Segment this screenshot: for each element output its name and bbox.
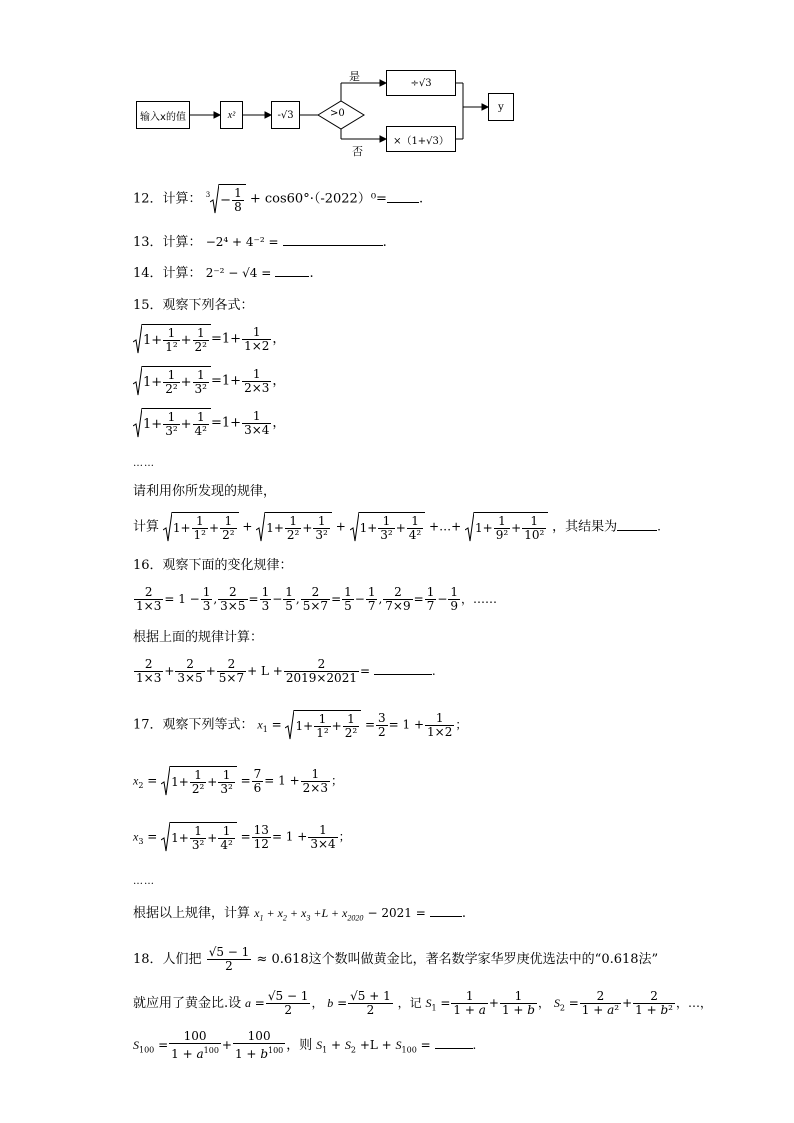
question-17-title: 17．观察下列等式： — [133, 717, 254, 733]
q17-x2-sub: 2 — [138, 780, 144, 790]
q17-row-2-b: 2² — [191, 782, 205, 796]
q18-p5: ， — [537, 996, 550, 1010]
q15-row-2-a: 1 — [143, 375, 152, 390]
q15-instruction: 请利用你所发现的规律， — [133, 484, 277, 499]
q18-p6: ，…， — [675, 996, 712, 1010]
q17-instruction: 根据以上规律，计算 — [133, 906, 251, 921]
question-13 — [133, 234, 387, 251]
flowchart-output-box — [488, 93, 514, 121]
q12-cube-root: − $\frac{1}{8}$ — [210, 184, 246, 214]
q17-row-1-sqrt: 1+ $\frac{1}{\text{1²}}$ + $\frac{1}{\text{2²}}$ — [285, 710, 361, 740]
q15-calc-sqrt-2: 1+ $\frac{1}{\text{2²}}$ + $\frac{1}{\text{3²}}$ — [256, 512, 332, 542]
flowchart-no-label: 否 — [352, 145, 363, 158]
question-15-title: 15．观察下列各式： — [133, 298, 254, 313]
q17-row-3-rhs: 3×4 — [310, 836, 336, 851]
q15-answer-blank[interactable] — [617, 530, 657, 531]
flowchart-square-label: x² — [227, 109, 236, 121]
flowchart-minus-box — [271, 101, 300, 129]
question-17: 17．观察下列等式： $x_1$ = 1+ $\frac{1}{\text{1²}}$ + $\frac{1}{\text{2²}}$ = $\frac{3}{2}$ = 1 + $\frac{1}{1\times 2}$ ； — [133, 710, 468, 740]
q18-p7: ，则 — [286, 1038, 313, 1053]
q13-end: . — [382, 235, 387, 250]
q15-row-1-end: ， — [272, 331, 286, 347]
flowchart-square-box — [220, 101, 243, 129]
q16-pattern: $\frac{2}{1\times 3}$ = 1 − $\frac{1}{3}$ , $\frac{2}{3\times 5}$ = $\frac{1}{3}$ − $\frac{1}{5}$ , $\frac{2}{5\times 7}$ = $\frac{1}{5}$ − $\frac{1}{7}$ , $\frac{2}{7\times 9}$ = $\frac{1}{7}$ − $\frac{1}{9}$ ，…… — [136, 585, 498, 613]
q12-prefix: 12．计算： — [133, 191, 202, 207]
q14-answer-blank[interactable] — [275, 276, 309, 277]
q18-answer-blank[interactable] — [435, 1048, 473, 1049]
q15-row-2-b: 2² — [165, 382, 178, 396]
q17-end: . — [461, 906, 467, 921]
q13-expr: −2⁴ + 4⁻² = — [205, 235, 279, 249]
question-14 — [133, 265, 314, 282]
flowchart-condition — [330, 108, 345, 119]
q12-answer-blank[interactable] — [387, 202, 419, 203]
flowchart-minus-label: -√3 — [277, 109, 294, 121]
q17-row-3-b: 3² — [191, 838, 205, 852]
flowchart-yes-box-label: ÷√3 — [410, 77, 432, 89]
q12-root-index: 3 — [205, 191, 211, 200]
q14-expr: 2⁻² − √4 = — [205, 266, 272, 280]
q15-end: . — [657, 519, 661, 534]
question-18-line-3: $S_{100}$ = $\frac{100}{1 + a^{100}}$ + $\frac{100}{1 + b^{100}}$ ，则 $S_1 + S_2 +L + S_{100}$ = . — [133, 1029, 477, 1061]
q15-row-2-end: ， — [272, 373, 286, 389]
q16-instruction: 根据上面的规律计算： — [133, 630, 264, 645]
q17-row-3-val-den: 12 — [253, 836, 269, 851]
flowchart-no-box — [386, 126, 456, 152]
q16-end: . — [431, 664, 436, 678]
flowchart-start-label: 输入x的值 — [140, 111, 186, 123]
q15-row-2-sqrt: 1+ $\frac{1}{\text{2²}}$ + $\frac{1}{\text{3²}}$ — [133, 366, 211, 396]
q16-sum-den-1: 1×3 — [136, 671, 162, 685]
q17-x3-sub: 3 — [138, 836, 144, 846]
q15-calc-sqrt-last: 1+ $\frac{1}{\text{9²}}$ + $\frac{1}{\text{10²}}$ — [465, 512, 548, 542]
question-18-line-2: 就应用了黄金比.设 a = $\frac{√5 - 1}{2}$ ， b = $\frac{√5 + 1}{2}$ ，记 $S_1$ = $\frac{1}{1 + a}$ + $\frac{1}{1 + b}$ ， $S_2$ = $\frac{2}{\text{1 + a²}}$ + $\frac{2}{\text{1 + b²}}$ ，…， — [133, 989, 712, 1017]
q17-x3-var: x — [133, 829, 139, 844]
q17-row-1-val-num: 3 — [378, 710, 386, 725]
q16-p3-den: 5×7 — [302, 599, 329, 613]
q15-calc-sqrt-3: 1+ $\frac{1}{\text{3²}}$ + $\frac{1}{\text{4²}}$ — [350, 512, 426, 542]
q14-end: . — [309, 266, 314, 281]
q15-calc-suffix: ，其结果为 — [552, 519, 618, 535]
q15-row-2-rhs: 2×3 — [244, 380, 270, 395]
q15-row-3-c: 4² — [194, 424, 207, 438]
q15-row-3-end: ， — [272, 415, 286, 431]
q15-row-2-c: 3² — [194, 382, 207, 396]
q17-row-2: $x_2$ = 1+ $\frac{1}{\text{2²}}$ + $\frac{1}{\text{3²}}$ = $\frac{7}{6}$ = 1 + $\frac{1}{2\times 3}$ ； — [133, 766, 344, 796]
q17-row-1-b: 1² — [316, 726, 329, 740]
q17-row-1-c: 2² — [344, 726, 358, 740]
q15-row-1-sqrt: 1+ $\frac{1}{\text{1²}}$ + $\frac{1}{\text{2²}}$ — [133, 324, 211, 354]
q16-p4-den: 7×9 — [385, 599, 411, 613]
q17-row-2-rhs: 2×3 — [302, 780, 328, 795]
question-12: 12．计算： $^3$ − $\frac{1}{8}$ + cos60°·（-2022）⁰= . — [133, 186, 424, 214]
flowchart-condition-label: >0 — [330, 108, 345, 119]
q18-end: . — [472, 1038, 477, 1052]
q17-row-3-c: 4² — [220, 838, 233, 852]
q18-p4: ，记 — [397, 996, 422, 1010]
q13-answer-blank[interactable] — [283, 245, 383, 246]
q15-row-1-rhs: 1×2 — [244, 338, 270, 353]
question-16-title: 16．观察下面的变化规律： — [133, 558, 293, 573]
q17-x1-var: x — [257, 717, 263, 732]
q12-term1: cos60° — [264, 191, 310, 207]
q15-row-3-sqrt: 1+ $\frac{1}{\text{3²}}$ + $\frac{1}{\text{4²}}$ — [133, 408, 211, 438]
q13-prefix: 13．计算： — [133, 235, 202, 250]
q17-ellipsis: …… — [133, 876, 155, 887]
q15-row-3-rhs: 3×4 — [244, 422, 270, 437]
q15-row-3-a: 1 — [143, 417, 152, 432]
q16-pattern-end: ，…… — [461, 592, 498, 606]
flowchart-yes-label: 是 — [349, 70, 360, 83]
q15-ellipsis: …… — [133, 458, 155, 469]
q17-row-3: $x_3$ = 1+ $\frac{1}{\text{3²}}$ + $\frac{1}{\text{4²}}$ = $\frac{13}{12}$ = 1 + $\frac{1}{3\times 4}$ ； — [133, 822, 351, 852]
q17-row-2-sqrt: 1+ $\frac{1}{\text{2²}}$ + $\frac{1}{\text{3²}}$ — [161, 766, 237, 796]
q15-calc-prefix: 计算 — [133, 519, 160, 535]
q16-p2-den: 3×5 — [220, 599, 246, 613]
q15-row-2: 1+ $\frac{1}{\text{2²}}$ + $\frac{1}{\text{3²}}$ =1+ $\frac{1}{2\times 3}$ ， — [133, 366, 285, 396]
q15-row-1-c: 2² — [194, 340, 207, 354]
q16-sum: $\frac{2}{1\times 3}$ + $\frac{2}{3\times 5}$ + $\frac{2}{5\times 7}$ + L + $\frac{2}{2019\times 2021}$ = . — [136, 657, 436, 685]
q16-answer-blank[interactable] — [374, 674, 432, 675]
q15-row-3: 1+ $\frac{1}{\text{3²}}$ + $\frac{1}{\text{4²}}$ =1+ $\frac{1}{3\times 4}$ ， — [133, 408, 285, 438]
q18-p3: 就应用了黄金比.设 — [133, 996, 242, 1011]
q17-row-1-val-den: 2 — [378, 724, 386, 739]
q15-calc-sqrt-1: 1+ $\frac{1}{\text{1²}}$ + $\frac{1}{\text{2²}}$ — [163, 512, 239, 542]
q18-p2: ≈ 0.618这个数叫做黄金比，著名数学家华罗庚优选法中的“0.618法” — [256, 952, 659, 967]
q17-row-2-val-num: 7 — [253, 766, 262, 781]
q17-row-3-sqrt: 1+ $\frac{1}{\text{3²}}$ + $\frac{1}{\text{4²}}$ — [161, 822, 237, 852]
q12-end: . — [418, 191, 424, 207]
q15-row-1-a: 1 — [143, 333, 152, 348]
q17-answer-blank[interactable] — [430, 916, 462, 917]
question-18-line-1: 18．人们把 $\frac{√5 - 1}{2}$ ≈ 0.618这个数叫做黄金比，著名数学家华罗庚优选法中的“0.618法” — [133, 945, 659, 973]
q18-p1: 18．人们把 — [133, 952, 202, 967]
q17-row-2-c: 3² — [220, 782, 233, 796]
q16-p1-den: 1×3 — [136, 599, 162, 613]
q15-row-1: 1+ $\frac{1}{\text{1²}}$ + $\frac{1}{\text{2²}}$ =1+ $\frac{1}{1\times 2}$ ， — [133, 324, 285, 354]
q16-sum-den-3: 5×7 — [218, 671, 245, 685]
q16-sum-den-2: 3×5 — [177, 671, 203, 685]
q17-instruction-line: 根据以上规律，计算 $x_1 + x_2 + x_3 +L + x_{2020} - 2021$ = . — [133, 906, 467, 923]
q17-row-2-val-den: 6 — [253, 780, 262, 795]
q12-term2: （-2022）⁰= — [313, 191, 387, 207]
q15-calc: 计算 1+ $\frac{1}{\text{1²}}$ + $\frac{1}{\text{2²}}$ + 1+ $\frac{1}{\text{2²}}$ + $\frac{1}{\text{3²}}$ + 1+ $\frac{1}{\text{3²}}$ + $\frac{1}{\text{4²}}$ +…+ 1+ $\frac{1}{\text{9²}}$ + $\frac{1}{\text{10²}}$ ，其结果为 . — [133, 514, 661, 542]
q15-row-1-b: 1² — [165, 340, 178, 354]
q16-last-den: 2019×2021 — [285, 671, 357, 685]
q14-prefix: 14．计算： — [133, 266, 202, 281]
flowchart-start-box — [136, 101, 190, 129]
q17-tail: − 2021 = — [367, 906, 426, 920]
q17-x1-sub: 1 — [262, 724, 268, 734]
q17-x2-var: x — [133, 773, 139, 788]
flowchart-output-label: y — [498, 101, 504, 113]
flowchart-no-box-label: ×（1+√3） — [393, 135, 449, 147]
q15-row-3-b: 3² — [165, 424, 178, 438]
q17-row-3-val-num: 13 — [253, 822, 269, 837]
q17-row-1-rhs: 1×2 — [427, 724, 453, 739]
flowchart-yes-box — [386, 70, 456, 96]
